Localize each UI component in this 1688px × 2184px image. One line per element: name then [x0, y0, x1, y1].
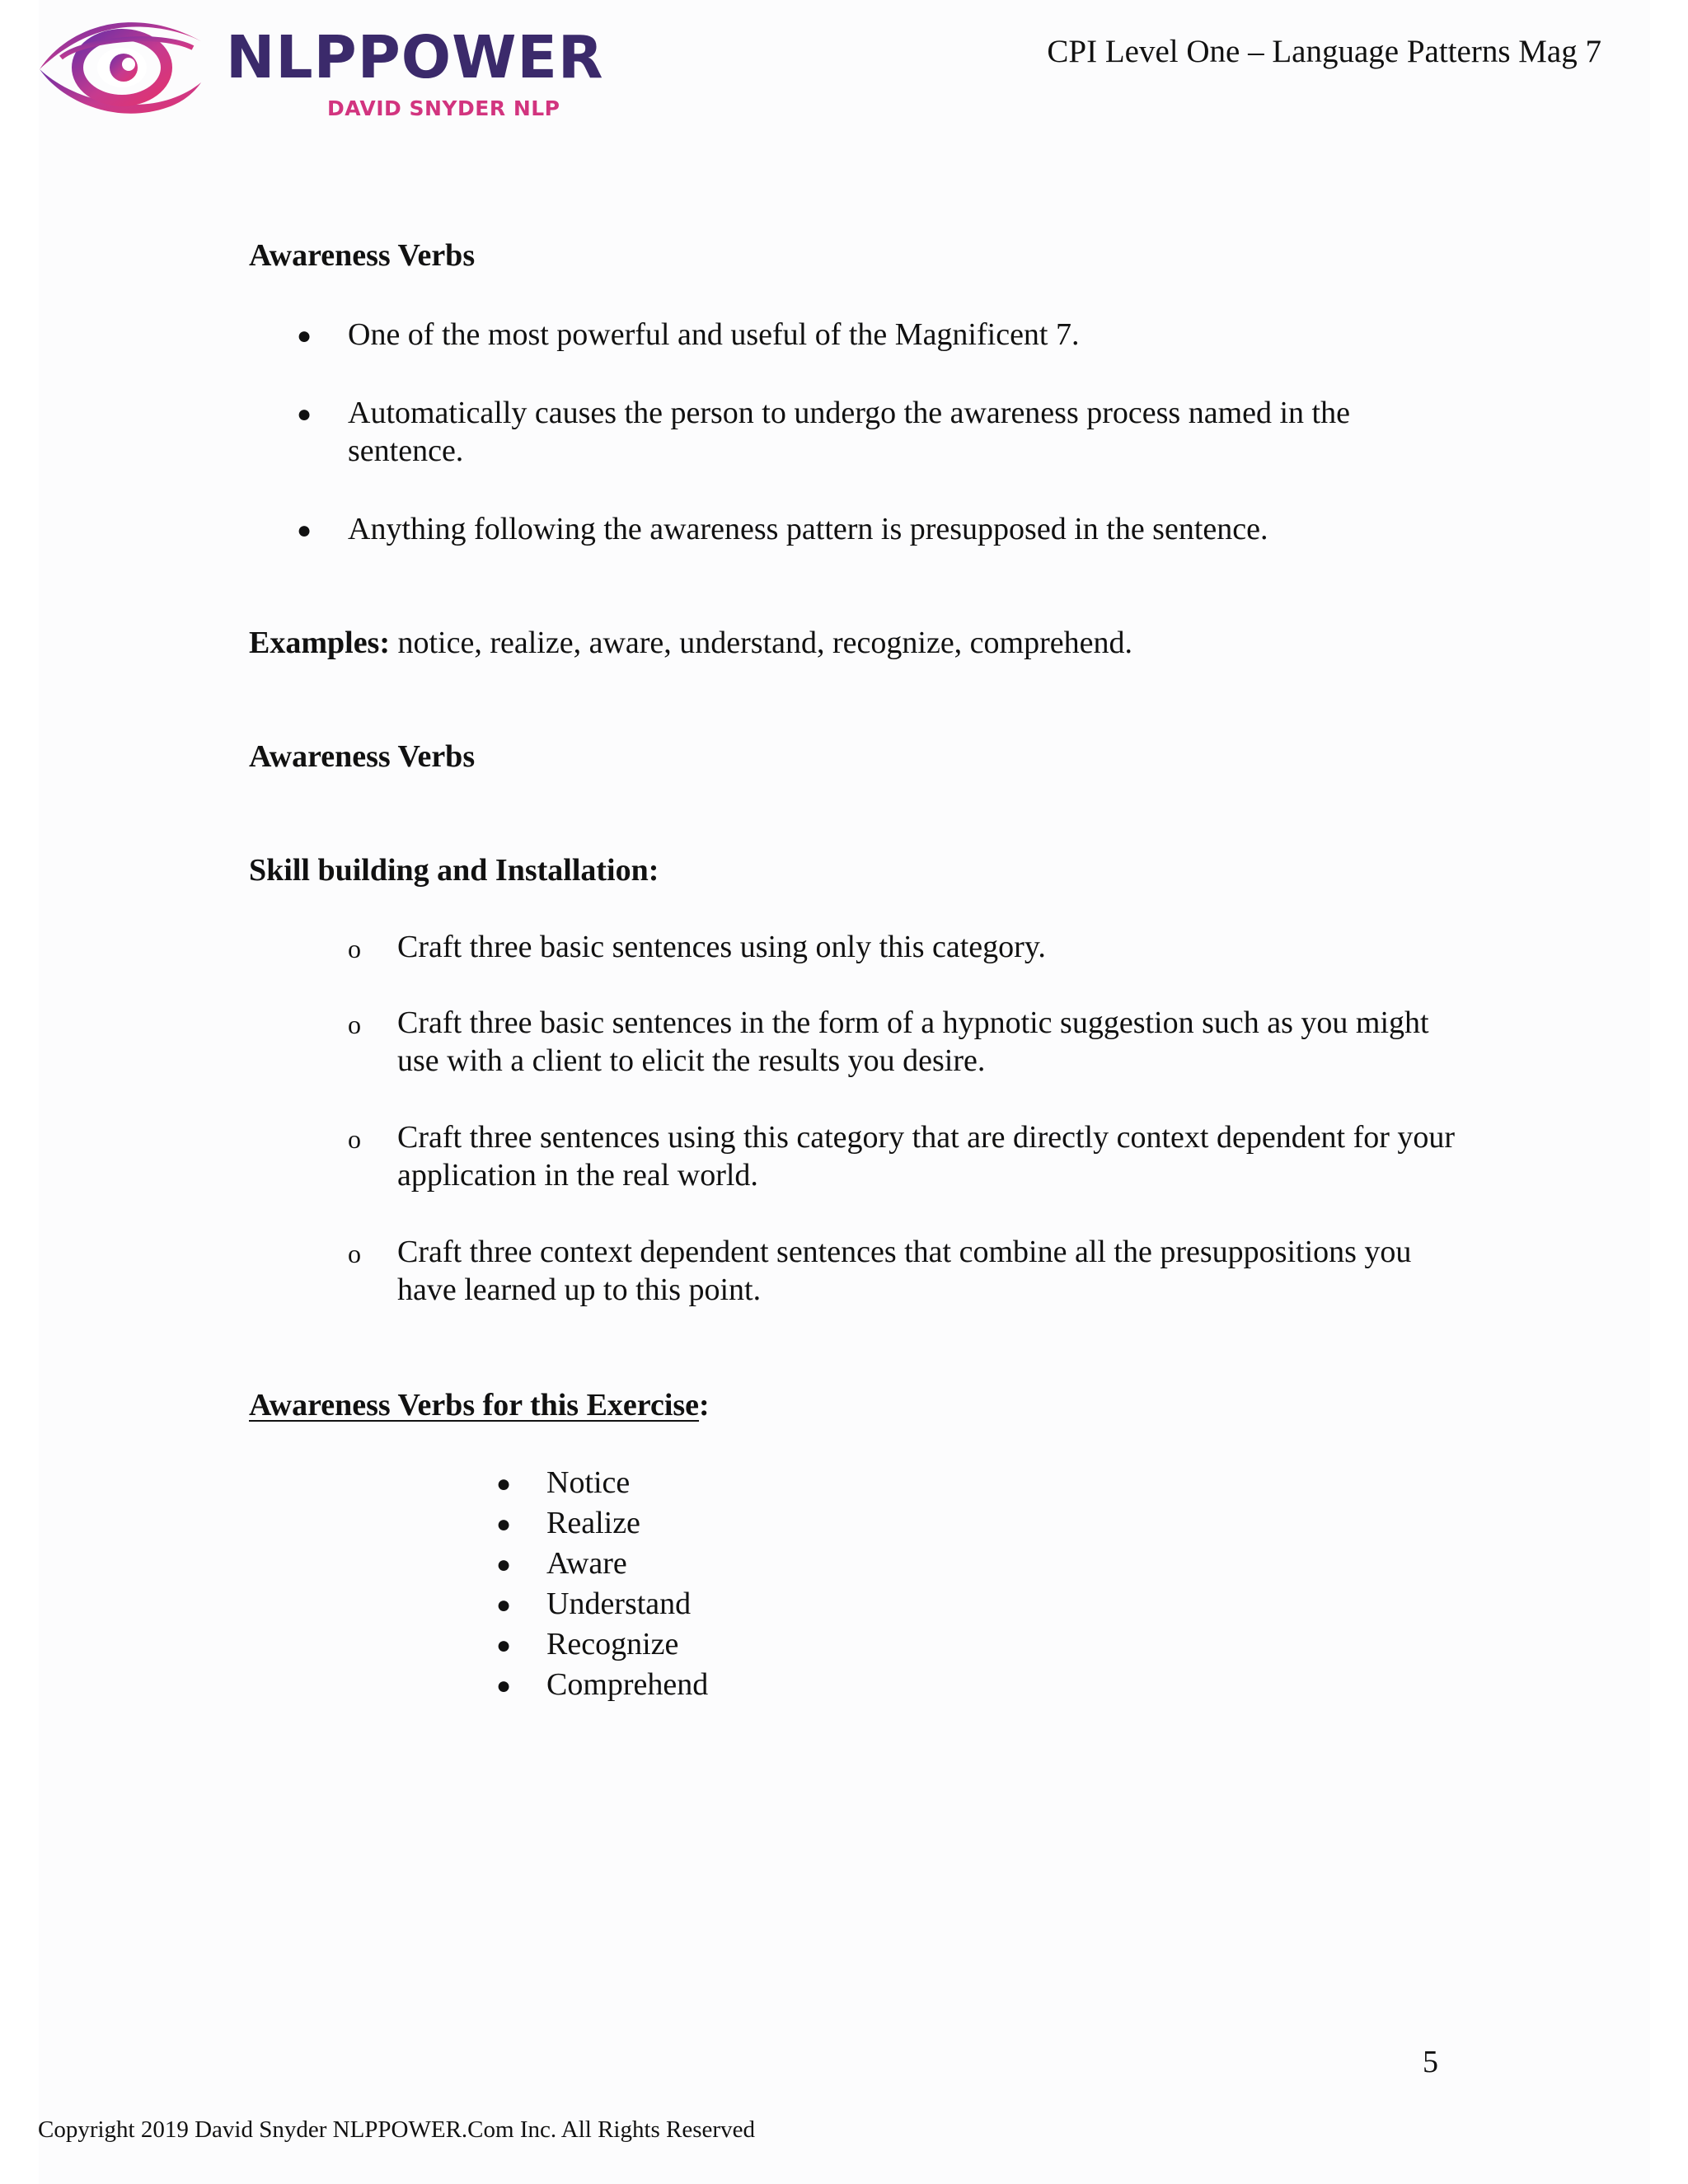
exercise-heading-colon: : — [699, 1388, 710, 1422]
verb-item: Aware — [546, 1546, 627, 1581]
list-item: Craft three basic sentences in the form of a hypnotic suggestion such as you might use with a client to elicit the results you desire. — [397, 1005, 1429, 1078]
verb-item: Comprehend — [546, 1667, 709, 1702]
section-heading: Awareness Verbs — [249, 238, 476, 273]
exercise-heading-text: Awareness Verbs for this Exercise — [249, 1388, 700, 1422]
verb-item: Notice — [546, 1465, 631, 1500]
bullet-icon: ● — [297, 517, 312, 544]
eye-logo-icon — [36, 10, 205, 121]
examples-line — [249, 624, 1485, 662]
list-item: Craft three context dependent sentences that combine all the presuppositions you have learned up to this point. — [397, 1235, 1412, 1307]
circle-bullet-icon: o — [348, 1010, 361, 1039]
verb-item: Understand — [546, 1586, 692, 1621]
list-item: One of the most powerful and useful of the Magnificent 7. — [348, 317, 1080, 352]
list-item: Craft three basic sentences using only this category. — [397, 930, 1046, 964]
section-heading: Awareness Verbs — [249, 739, 476, 774]
bullet-icon: ● — [496, 1672, 512, 1699]
bullet-icon: ● — [297, 322, 312, 349]
document-header-title: CPI Level One – Language Patterns Mag 7 — [1047, 34, 1601, 69]
circle-bullet-icon: o — [348, 934, 361, 963]
list-item: Automatically causes the person to undergo the awareness process named in the sentence. — [348, 396, 1350, 468]
bullet-icon: ● — [496, 1511, 512, 1538]
exercise-heading — [249, 1387, 710, 1425]
examples-text: notice, realize, aware, understand, recognize, comprehend. — [390, 626, 1132, 660]
brand-name: NLPPOWER — [226, 23, 604, 91]
bullet-icon: ● — [496, 1591, 512, 1619]
skill-heading: Skill building and Installation: — [249, 853, 659, 888]
verb-item: Realize — [546, 1506, 640, 1540]
page-number: 5 — [1423, 2045, 1438, 2079]
bullet-icon: ● — [496, 1470, 512, 1497]
examples-label: Examples: — [249, 626, 390, 660]
verb-item: Recognize — [546, 1627, 679, 1661]
list-item: Anything following the awareness pattern is presupposed in the sentence. — [348, 512, 1268, 546]
list-item: Craft three sentences using this category that are directly context dependent for your application in the real world. — [397, 1120, 1456, 1193]
circle-bullet-icon: o — [348, 1239, 361, 1268]
nlppower-logo — [36, 10, 604, 121]
bullet-icon: ● — [496, 1632, 512, 1659]
copyright-notice: Copyright 2019 David Snyder NLPPOWER.Com Inc. All Rights Reserved — [38, 2116, 755, 2143]
circle-bullet-icon: o — [348, 1124, 361, 1154]
bullet-icon: ● — [496, 1551, 512, 1578]
bullet-icon: ● — [297, 401, 312, 428]
brand-subtitle: DAVID SNYDER NLP — [327, 96, 560, 120]
